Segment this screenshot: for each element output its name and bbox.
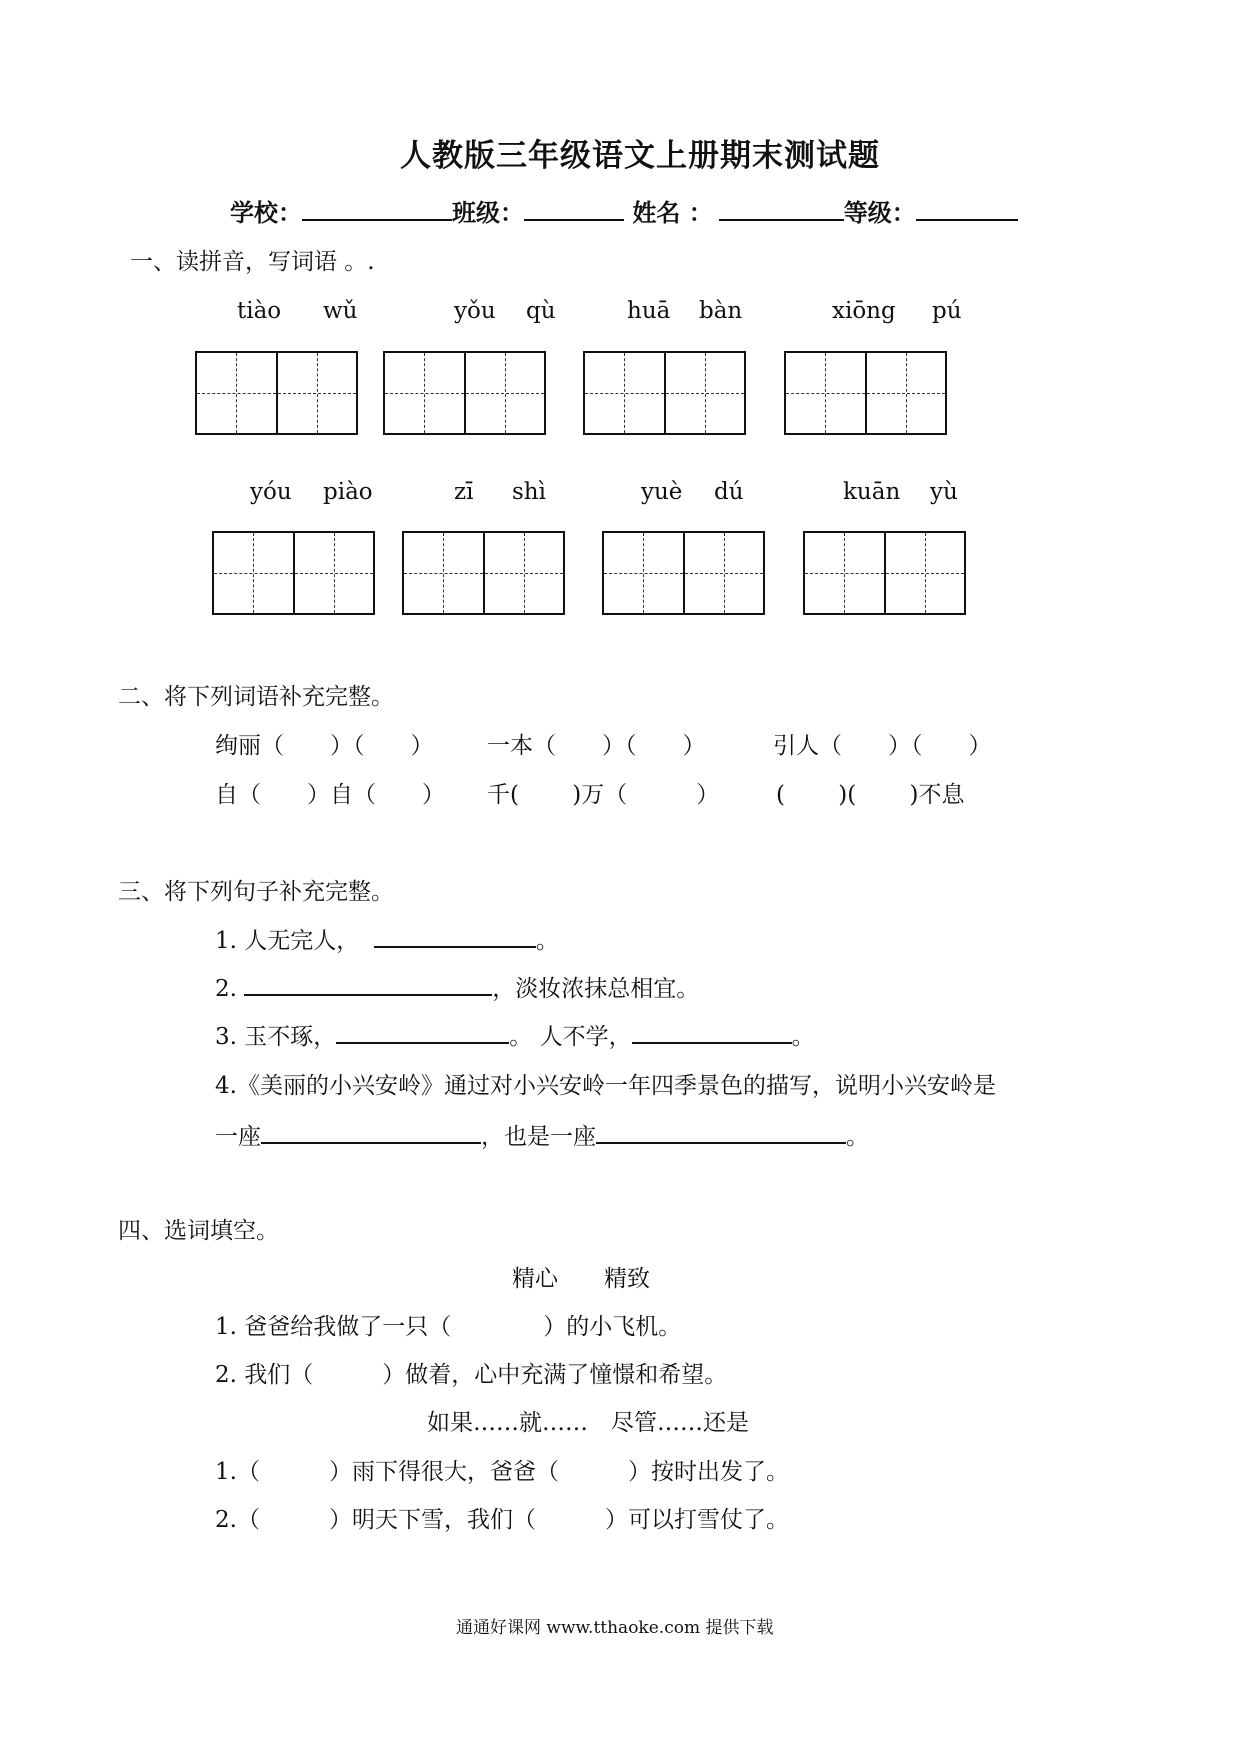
section-2-title: 二、将下列词语补充完整。 [118, 684, 394, 710]
word-choices: 精心 精致 [512, 1266, 650, 1292]
pinyin: yù [930, 479, 958, 505]
pinyin: wǔ [323, 298, 358, 324]
writing-grid[interactable] [583, 351, 746, 435]
grade-blank[interactable] [916, 197, 1018, 221]
answer-blank[interactable] [244, 972, 492, 996]
writing-grid[interactable] [784, 351, 947, 435]
pinyin: dú [714, 479, 744, 505]
writing-grid[interactable] [212, 531, 375, 615]
sentence-3: 3. 玉不琢， 。 人不学， 。 [215, 1018, 815, 1051]
choice-question[interactable]: 1. 爸爸给我做了一只（ ）的小飞机。 [215, 1314, 682, 1340]
fill-item[interactable]: 千( )万（ ） [487, 782, 720, 808]
page-title: 人教版三年级语文上册期末测试题 [400, 138, 880, 174]
fill-item[interactable]: 自（ ）自（ ） [215, 782, 445, 808]
answer-blank[interactable] [374, 924, 536, 948]
answer-blank[interactable] [261, 1120, 481, 1144]
sentence-4-line-2: 一座 ，也是一座 。 [215, 1118, 869, 1151]
choice-question[interactable]: 2. 我们（ ）做着，心中充满了憧憬和希望。 [215, 1362, 728, 1388]
sentence-4-line-1: 4.《美丽的小兴安岭》通过对小兴安岭一年四季景色的描写，说明小兴安岭是 [215, 1073, 996, 1099]
pinyin: yuè [641, 479, 683, 505]
fill-item[interactable]: 引人（ ）（ ） [773, 733, 992, 759]
name-label: 姓名 ： [632, 198, 713, 227]
fill-item[interactable]: ( )( )不息 [776, 782, 965, 808]
class-label: 班级： [452, 198, 524, 227]
pinyin: qù [526, 298, 556, 324]
section-4-title: 四、选词填空。 [118, 1218, 279, 1244]
pinyin: xiōng [832, 298, 896, 324]
answer-blank[interactable] [632, 1020, 792, 1044]
sentence-2: 2. ，淡妆浓抹总相宜。 [215, 970, 699, 1003]
fill-item[interactable]: 一本（ ）（ ） [487, 733, 706, 759]
choice-question[interactable]: 1.（ ）雨下得很大，爸爸（ ）按时出发了。 [215, 1459, 789, 1485]
fill-item[interactable]: 绚丽（ ）（ ） [215, 733, 434, 759]
section-1-title: 一、读拼音，写词语 。. [130, 249, 375, 275]
writing-grid[interactable] [195, 351, 358, 435]
footer-text: 通通好课网 www.tthaoke.com 提供下载 [456, 1618, 774, 1638]
grade-label: 等级： [843, 198, 916, 227]
pinyin: pú [932, 298, 962, 324]
name-blank[interactable] [719, 197, 844, 221]
school-blank[interactable] [302, 197, 452, 221]
writing-grid[interactable] [383, 351, 546, 435]
pinyin: kuān [843, 479, 901, 505]
writing-grid[interactable] [602, 531, 765, 615]
pinyin: bàn [699, 298, 743, 324]
writing-grid[interactable] [402, 531, 565, 615]
choice-question[interactable]: 2.（ ）明天下雪，我们（ ）可以打雪仗了。 [215, 1507, 789, 1533]
sentence-1: 1. 人无完人， 。 [215, 922, 559, 955]
class-blank[interactable] [524, 197, 624, 221]
pinyin: yóu [250, 479, 292, 505]
section-3-title: 三、将下列句子补充完整。 [118, 879, 394, 905]
pinyin: tiào [237, 298, 282, 324]
writing-grid[interactable] [803, 531, 966, 615]
answer-blank[interactable] [336, 1020, 509, 1044]
pinyin: piào [323, 479, 373, 505]
school-label: 学校： [230, 198, 302, 227]
info-line [230, 193, 1018, 228]
word-choices: 如果……就…… 尽管……还是 [427, 1410, 749, 1436]
pinyin: huā [627, 298, 671, 324]
pinyin: shì [512, 479, 546, 505]
pinyin: zī [454, 479, 474, 505]
answer-blank[interactable] [596, 1120, 846, 1144]
pinyin: yǒu [454, 298, 496, 324]
